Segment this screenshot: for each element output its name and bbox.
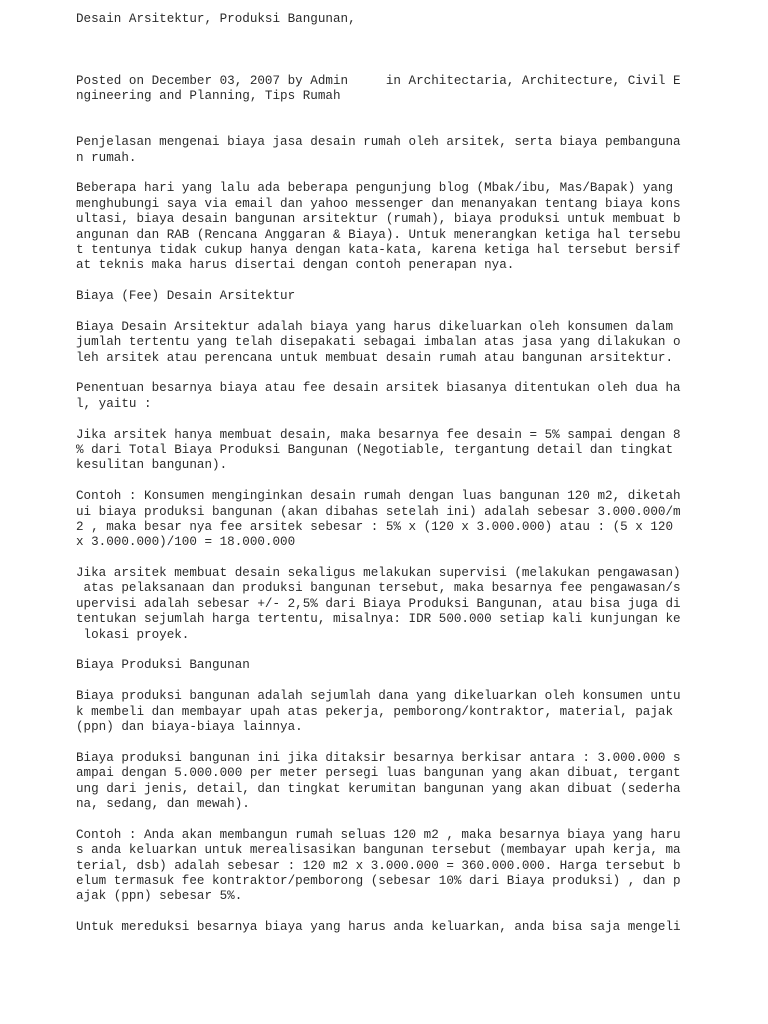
paragraph <box>76 489 681 551</box>
post-meta-line: ngineering and Planning, Tips Rumah <box>76 88 341 103</box>
paragraph-line: at teknis maka harus disertai dengan contoh penerapan nya. <box>76 258 515 273</box>
paragraph-line: terial, dsb) adalah sebesar : 120 m2 x 3.000.000 = 360.000.000. Harga tersebut b <box>76 858 681 873</box>
document-body <box>76 135 681 935</box>
paragraph-line: Biaya produksi bangunan adalah sejumlah dana yang dikeluarkan oleh konsumen untu <box>76 689 681 704</box>
paragraph-line: upervisi adalah sebesar +/- 2,5% dari Biaya Produksi Bangunan, atau bisa juga di <box>76 596 681 611</box>
paragraph-line: elum termasuk fee kontraktor/pemborong (sebesar 10% dari Biaya produksi) , dan p <box>76 873 681 888</box>
paragraph-spacer <box>76 812 676 827</box>
paragraph-line: Penentuan besarnya biaya atau fee desain arsitek biasanya ditentukan oleh dua ha <box>76 381 681 396</box>
paragraph-spacer <box>76 735 676 750</box>
paragraph-spacer <box>76 366 676 381</box>
paragraph <box>76 319 681 366</box>
paragraph-line: angunan dan RAB (Rencana Anggaran & Biaya). Untuk menerangkan ketiga hal tersebu <box>76 227 681 242</box>
paragraph-line: atas pelaksanaan dan produksi bangunan tersebut, maka besarnya fee pengawasan/s <box>76 581 681 596</box>
paragraph-line: Contoh : Konsumen menginginkan desain rumah dengan luas bangunan 120 m2, diketah <box>76 489 681 504</box>
paragraph-line: leh arsitek atau perencana untuk membuat desain rumah atau bangunan arsitektur. <box>76 350 674 365</box>
document-page <box>76 12 681 935</box>
paragraph-line: Contoh : Anda akan membangun rumah seluas 120 m2 , maka besarnya biaya yang haru <box>76 827 681 842</box>
paragraph-spacer <box>76 166 676 181</box>
post-meta-line: Posted on December 03, 2007 by Admin in Architectaria, Architecture, Civil E <box>76 73 681 88</box>
paragraph-line: Untuk mereduksi besarnya biaya yang harus anda keluarkan, anda bisa saja mengeli <box>76 920 681 935</box>
paragraph-line: Jika arsitek membuat desain sekaligus melakukan supervisi (melakukan pengawasan) <box>76 566 681 581</box>
paragraph-line: ui biaya produksi bangunan (akan dibahas setelah ini) adalah sebesar 3.000.000/m <box>76 504 681 519</box>
paragraph-line: ajak (ppn) sebesar 5%. <box>76 889 243 904</box>
paragraph-line: Penjelasan mengenai biaya jasa desain rumah oleh arsitek, serta biaya pembanguna <box>76 135 681 150</box>
paragraph <box>76 750 681 813</box>
paragraph-spacer <box>76 474 676 489</box>
paragraph-line: n rumah. <box>76 150 137 165</box>
paragraph-spacer <box>76 674 676 689</box>
paragraph-line: 2 , maka besar nya fee arsitek sebesar : 5% x (120 x 3.000.000) atau : (5 x 120 <box>76 519 674 534</box>
paragraph <box>76 566 681 643</box>
paragraph-line: jumlah tertentu yang telah disepakati sebagai imbalan atas jasa yang dilakukan o <box>76 335 681 350</box>
paragraph-spacer <box>76 551 676 566</box>
paragraph-line: t tentunya tidak cukup hanya dengan kata-kata, karena ketiga hal tersebut bersif <box>76 242 681 257</box>
paragraph <box>76 658 676 673</box>
paragraph-line: x 3.000.000)/100 = 18.000.000 <box>76 535 296 550</box>
paragraph-spacer <box>76 412 676 427</box>
paragraph <box>76 689 681 735</box>
paragraph <box>76 920 681 935</box>
paragraph-line: na, sedang, dan mewah). <box>76 796 250 811</box>
paragraph-spacer <box>76 643 676 658</box>
paragraph-line: l, yaitu : <box>76 396 152 411</box>
paragraph-line: Beberapa hari yang lalu ada beberapa pengunjung blog (Mbak/ibu, Mas/Bapak) yang <box>76 181 674 196</box>
paragraph-spacer <box>76 905 676 920</box>
paragraph <box>76 827 681 905</box>
paragraph-line: menghubungi saya via email dan yahoo messenger dan menanyakan tentang biaya kons <box>76 196 681 211</box>
paragraph-spacer <box>76 274 676 289</box>
paragraph <box>76 289 676 304</box>
paragraph-line: (ppn) dan biaya-biaya lainnya. <box>76 720 303 734</box>
document-title: Desain Arsitektur, Produksi Bangunan, <box>76 12 356 26</box>
paragraph-line: ampai dengan 5.000.000 per meter persegi luas bangunan yang akan dibuat, tergant <box>76 766 681 781</box>
paragraph-line: Biaya produksi bangunan ini jika ditaksir besarnya berkisar antara : 3.000.000 s <box>76 750 681 765</box>
paragraph <box>76 181 681 273</box>
paragraph-line: kesulitan bangunan). <box>76 458 228 473</box>
paragraph-line: % dari Total Biaya Produksi Bangunan (Negotiable, tergantung detail dan tingkat <box>76 442 674 457</box>
paragraph-spacer <box>76 304 676 319</box>
paragraph-line: Jika arsitek hanya membuat desain, maka besarnya fee desain = 5% sampai dengan 8 <box>76 427 681 442</box>
paragraph-line: ung dari jenis, detail, dan tingkat kerumitan bangunan yang akan dibuat (sederha <box>76 781 681 796</box>
post-meta <box>76 73 681 105</box>
paragraph-line: Biaya (Fee) Desain Arsitektur <box>76 289 296 304</box>
paragraph-line: ultasi, biaya desain bangunan arsitektur (rumah), biaya produksi untuk membuat b <box>76 212 681 227</box>
paragraph <box>76 381 681 412</box>
spacer <box>76 27 676 58</box>
paragraph-line: Biaya Produksi Bangunan <box>76 658 250 673</box>
paragraph-line: s anda keluarkan untuk merealisasikan bangunan tersebut (membayar upah kerja, ma <box>76 843 681 858</box>
paragraph-line: tentukan sejumlah harga tertentu, misalnya: IDR 500.000 setiap kali kunjungan ke <box>76 612 681 627</box>
paragraph <box>76 135 681 166</box>
paragraph <box>76 427 681 474</box>
spacer <box>76 104 676 135</box>
paragraph-line: k membeli dan membayar upah atas pekerja, pemborong/kontraktor, material, pajak <box>76 704 674 719</box>
spacer <box>76 58 676 73</box>
paragraph-line: lokasi proyek. <box>76 627 190 642</box>
paragraph-line: Biaya Desain Arsitektur adalah biaya yang harus dikeluarkan oleh konsumen dalam <box>76 319 674 334</box>
